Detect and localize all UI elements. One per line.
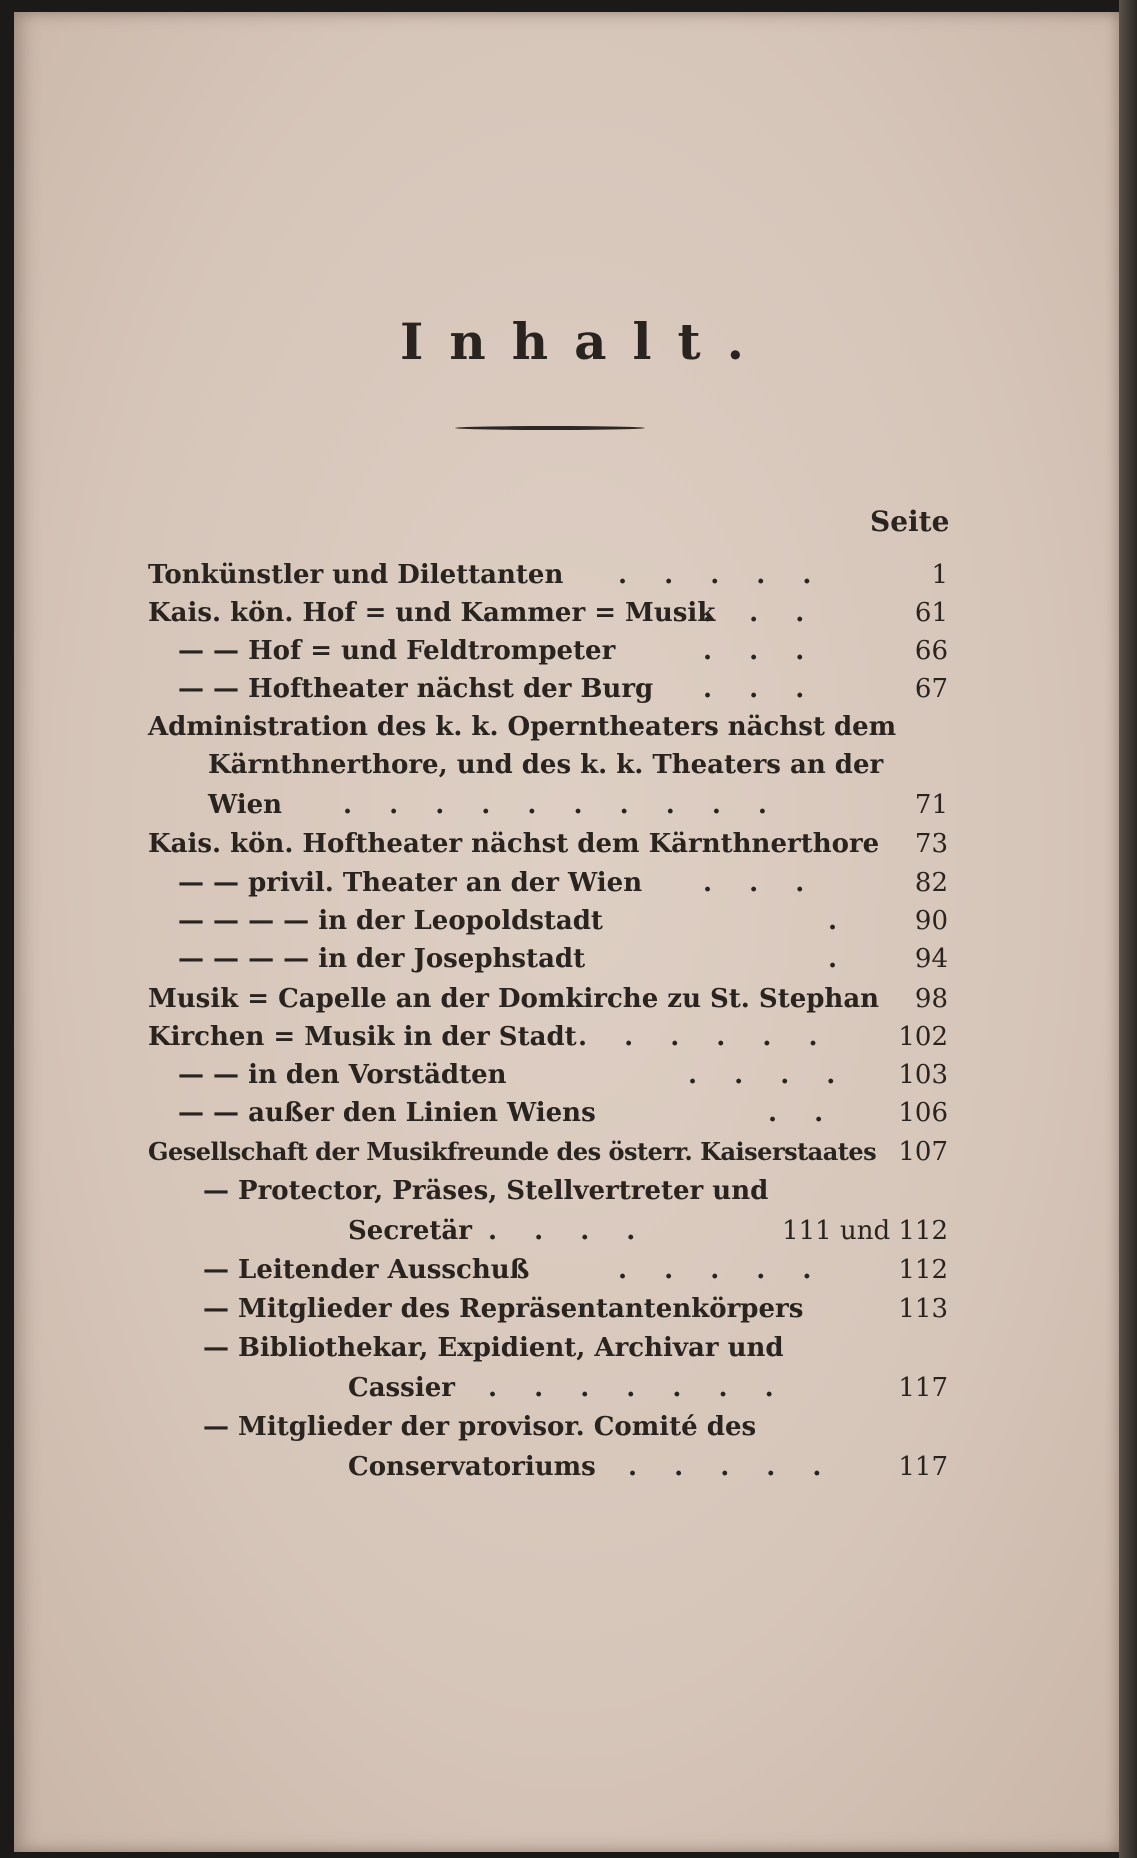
toc-page: 90 <box>914 906 948 936</box>
toc-page: 106 <box>898 1098 948 1128</box>
toc-label: Kärnthnerthore, und des k. k. Theaters an der <box>208 750 884 780</box>
toc-page: 1 <box>931 560 948 590</box>
toc-entry <box>148 1294 948 1332</box>
toc-entry <box>148 829 948 867</box>
toc-entry <box>148 1022 948 1060</box>
toc-label: Kais. kön. Hof = und Kammer = Musik <box>148 598 716 628</box>
toc-entry <box>148 560 948 598</box>
toc-entry <box>148 1373 948 1411</box>
toc-label: — — Hoftheater nächst der Burg <box>178 674 654 704</box>
toc-dots: . . . . . <box>618 560 826 590</box>
toc-label: — — privil. Theater an der Wien <box>178 868 643 898</box>
toc-entry <box>148 1137 948 1175</box>
toc-entry <box>148 712 948 750</box>
toc-entry <box>148 598 948 636</box>
toc-label: Kais. kön. Hoftheater nächst dem Kärnthnerthore <box>148 829 880 859</box>
toc-entry <box>148 1176 948 1214</box>
toc-page: 112 <box>898 1255 948 1285</box>
toc-label: Musik = Capelle an der Domkirche zu St. Stephan <box>148 984 880 1014</box>
toc-label: — Mitglieder der provisor. Comité des <box>203 1412 757 1442</box>
toc-page: 111 und 112 <box>782 1216 948 1246</box>
toc-dots: . . . . <box>488 1216 650 1246</box>
toc-entry <box>148 944 948 982</box>
toc-dots: . . . <box>703 636 819 666</box>
toc-label: — — Hof = und Feldtrompeter <box>178 636 616 666</box>
toc-entry <box>148 984 948 1022</box>
toc-entry <box>148 868 948 906</box>
toc-page: 102 <box>898 1022 948 1052</box>
toc-page: 67 <box>914 674 948 704</box>
toc-dots: . . <box>768 1098 838 1128</box>
toc-page: 117 <box>898 1373 948 1403</box>
toc-dots: . . . . . . <box>578 1022 832 1052</box>
toc-label: — — außer den Linien Wiens <box>178 1098 596 1128</box>
toc-dots: . . . . . . . <box>488 1373 788 1403</box>
toc-label: Secretär <box>348 1216 472 1246</box>
toc-entry <box>148 674 948 712</box>
toc-label: Tonkünstler und Dilettanten <box>148 560 564 590</box>
toc-label: — Mitglieder des Repräsentantenkörpers <box>203 1294 804 1324</box>
toc-entry <box>148 790 948 828</box>
toc-label: Cassier <box>348 1373 455 1403</box>
page-edge <box>1119 0 1137 1858</box>
toc-dots: . . . . . <box>618 1255 826 1285</box>
toc-label: — Protector, Präses, Stellvertreter und <box>203 1176 769 1206</box>
toc-page: 98 <box>914 984 948 1014</box>
toc-entry <box>148 1412 948 1450</box>
toc-label: Kirchen = Musik in der Stadt <box>148 1022 577 1052</box>
toc-page: 82 <box>914 868 948 898</box>
toc-dots: . . . . . <box>628 1452 836 1482</box>
toc-label: Administration des k. k. Operntheaters nächst dem <box>148 712 897 742</box>
toc-entry <box>148 1255 948 1293</box>
title-rule <box>455 426 645 430</box>
toc-entry <box>148 906 948 944</box>
toc-page: 113 <box>898 1294 948 1324</box>
toc-entry <box>148 1060 948 1098</box>
toc-page: 94 <box>914 944 948 974</box>
toc-entry <box>148 1452 948 1490</box>
toc-entry <box>148 1333 948 1371</box>
toc-label: — Bibliothekar, Expidient, Archivar und <box>203 1333 784 1363</box>
toc-label: — Leitender Ausschuß <box>203 1255 530 1285</box>
page-column-header: Seite <box>870 505 950 538</box>
toc-label: Conservatoriums <box>348 1452 596 1482</box>
toc-dots: . . . <box>703 598 819 628</box>
toc-label: — — — — in der Leopoldstadt <box>178 906 603 936</box>
toc-entry <box>148 1216 948 1254</box>
toc-entry <box>148 750 948 788</box>
toc-dots: . <box>828 906 852 936</box>
page-title: Inhalt. <box>400 312 770 371</box>
toc-page: 66 <box>914 636 948 666</box>
toc-entry <box>148 1098 948 1136</box>
toc-dots: . . . <box>703 674 819 704</box>
toc-label: — — in den Vorstädten <box>178 1060 507 1090</box>
toc-page: 107 <box>898 1137 948 1167</box>
toc-page: 61 <box>914 598 948 628</box>
toc-dots: . . . . . . . . . . <box>343 790 781 820</box>
toc-label: Wien <box>208 790 283 820</box>
toc-page: 73 <box>914 829 948 859</box>
toc-dots: . . . . <box>688 1060 850 1090</box>
toc-label: — — — — in der Josephstadt <box>178 944 586 974</box>
toc-page: 103 <box>898 1060 948 1090</box>
toc-dots: . . . <box>703 868 819 898</box>
toc-entry <box>148 636 948 674</box>
toc-page: 71 <box>914 790 948 820</box>
toc-page: 117 <box>898 1452 948 1482</box>
toc-label: Gesellschaft der Musikfreunde des österr. Kaiserstaates <box>148 1137 877 1166</box>
toc-dots: . <box>828 944 852 974</box>
